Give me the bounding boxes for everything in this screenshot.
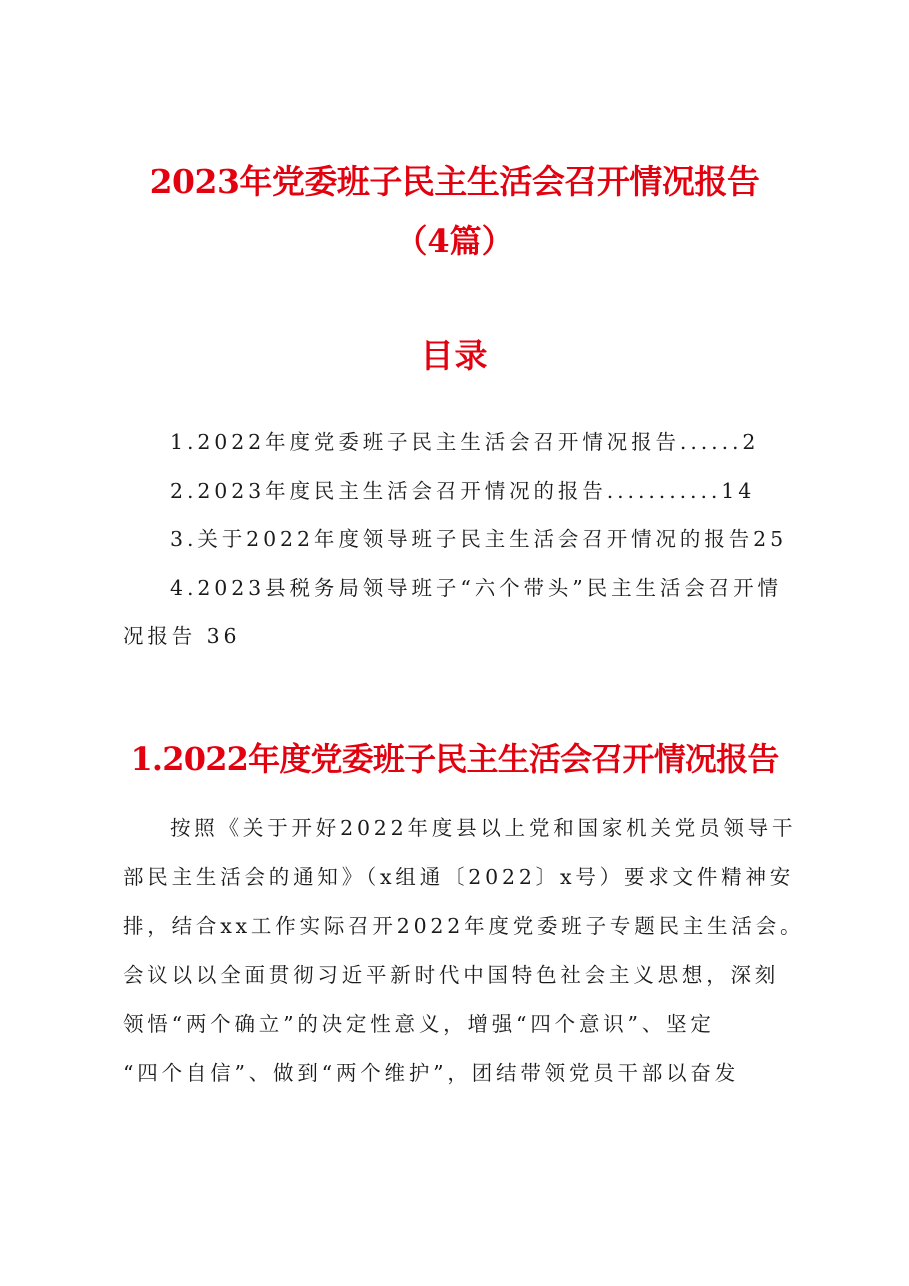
toc-entry-4-continued[interactable]: 况报告 36 xyxy=(123,624,241,648)
toc-entry-1[interactable]: 1.2022年度党委班子民主生活会召开情况报告......2 xyxy=(170,430,760,454)
body-line: “四个自信”、做到“两个维护”，团结带领党员干部以奋发 xyxy=(123,1061,740,1085)
toc-entry-2[interactable]: 2.2023年度民主生活会召开情况的报告...........14 xyxy=(170,478,756,503)
body-line: 会议以以全面贯彻习近平新时代中国特色社会主义思想，深刻 xyxy=(123,963,780,987)
toc-entry-3[interactable]: 3.关于2022年度领导班子民主生活会召开情况的报告25 xyxy=(170,527,788,551)
body-line: 排，结合xx工作实际召开2022年度党委班子专题民主生活会。 xyxy=(123,914,805,938)
table-of-contents xyxy=(123,418,803,661)
toc-heading: 目录 xyxy=(420,336,489,375)
section-heading: 1.2022年度党委班子民主生活会召开情况报告 xyxy=(130,740,779,778)
body-paragraph xyxy=(123,804,823,1098)
body-line: 按照《关于开好2022年度县以上党和国家机关党员领导干 xyxy=(170,816,797,840)
document-title: 2023年党委班子民主生活会召开情况报告 xyxy=(149,162,760,201)
body-line: 领悟“两个确立”的决定性意义，增强“四个意识”、坚定 xyxy=(123,1012,715,1036)
body-line: 部民主生活会的通知》（x组通〔2022〕x号）要求文件精神安 xyxy=(123,865,795,889)
toc-entry-4[interactable]: 4.2023县税务局领导班子“六个带头”民主生活会召开情 xyxy=(170,575,782,600)
document-subtitle: （4篇） xyxy=(395,222,514,260)
